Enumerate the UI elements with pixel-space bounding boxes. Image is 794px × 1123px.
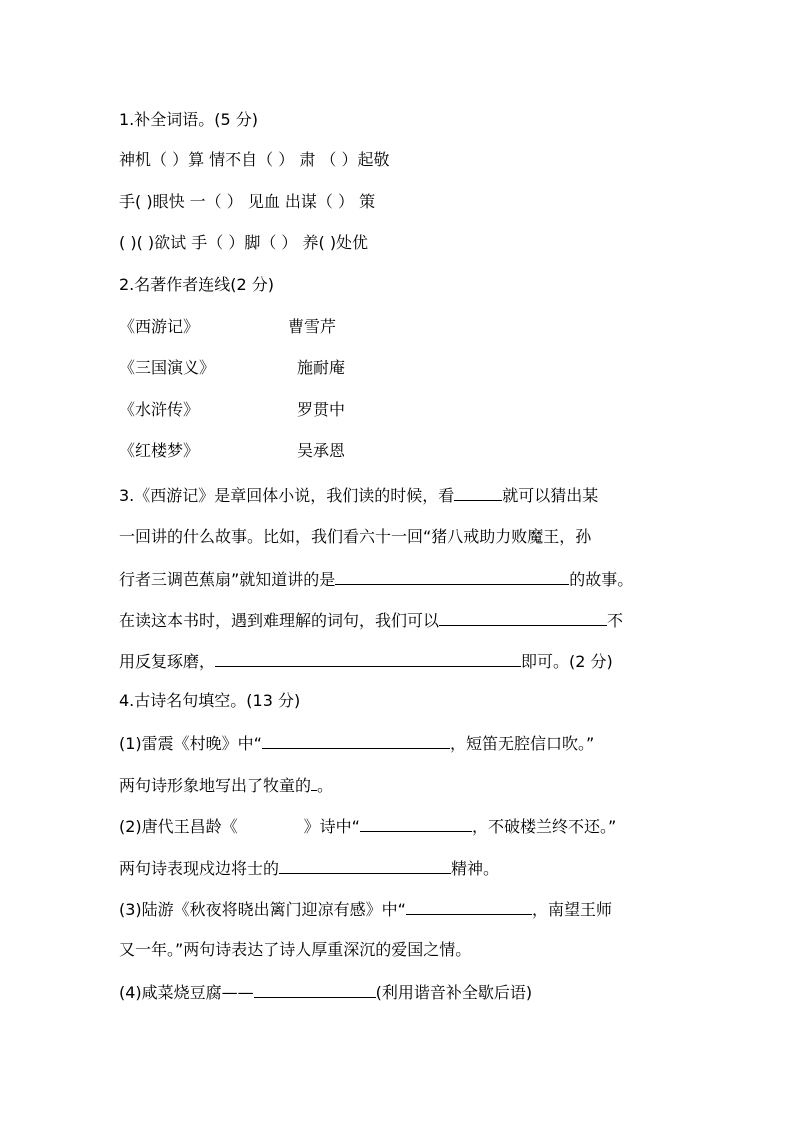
q3-line-5: 用反复琢磨， 即可。(2 分) bbox=[119, 652, 613, 671]
q2-book-4: 《红楼梦》 bbox=[119, 441, 200, 460]
q4-blank-6[interactable] bbox=[254, 981, 376, 998]
q4-blank-5[interactable] bbox=[406, 898, 532, 915]
q3-line-4: 在读这本书时，遇到难理解的词句，我们可以 不 bbox=[119, 611, 624, 630]
q3-blank-3[interactable] bbox=[439, 609, 607, 626]
q4-blank-4[interactable] bbox=[279, 857, 451, 874]
q2-author-2: 施耐庵 bbox=[297, 358, 346, 377]
q2-author-1: 曹雪芹 bbox=[288, 317, 337, 336]
q2-book-3: 《水浒传》 bbox=[119, 400, 200, 419]
q1-row-1: 神机（ ）算 情不自（ ） 肃 （ ）起敬 bbox=[119, 150, 390, 169]
q2-book-2: 《三国演义》 bbox=[119, 358, 216, 377]
q2-book-1: 《西游记》 bbox=[119, 317, 200, 336]
q4-p2-line-2: 两句诗表现戍边将士的 精神。 bbox=[119, 859, 500, 878]
q1-title: 1.补全词语。(5 分) bbox=[119, 110, 259, 129]
q3-blank-2[interactable] bbox=[335, 568, 569, 585]
q2-author-3: 罗贯中 bbox=[297, 400, 346, 419]
q1-row-2: 手( )眼快 一（ ） 见血 出谋（ ） 策 bbox=[119, 192, 376, 211]
q4-p3-line-1: (3)陆游《秋夜将晓出篱门迎凉有感》中“ ，南望王师 bbox=[119, 900, 612, 919]
q3-blank-1[interactable] bbox=[454, 484, 502, 501]
q1-row-3: ( )( )欲试 手（ ）脚（ ） 养( )处优 bbox=[119, 233, 369, 252]
q4-p2-line-1: (2)唐代王昌龄《 》诗中“ ，不破楼兰终不还。” bbox=[119, 817, 617, 836]
q3-blank-4[interactable] bbox=[215, 650, 521, 667]
q4-title: 4.古诗名句填空。(13 分) bbox=[119, 691, 301, 710]
q4-blank-1[interactable] bbox=[262, 732, 450, 749]
q4-p1-line-1: (1)雷震《村晚》中“ ，短笛无腔信口吹。” bbox=[119, 734, 595, 753]
q4-p4-line: (4)咸菜烧豆腐—— (利用谐音补全歇后语) bbox=[119, 983, 533, 1002]
q2-author-4: 吴承恩 bbox=[297, 441, 346, 460]
q3-line-3: 行者三调芭蕉扇”就知道讲的是 的故事。 bbox=[119, 570, 634, 589]
q4-blank-3[interactable] bbox=[360, 815, 472, 832]
q2-title: 2.名著作者连线(2 分) bbox=[119, 275, 275, 294]
q4-p1-line-2: 两句诗形象地写出了牧童的 。 bbox=[119, 776, 334, 795]
q3-line-2: 一回讲的什么故事。比如，我们看六十一回“猪八戒助力败魔王，孙 bbox=[119, 527, 592, 546]
q3-line-1: 3.《西游记》是章回体小说，我们读的时候，看 就可以猜出某 bbox=[119, 486, 599, 505]
q4-p3-line-2: 又一年。”两句诗表达了诗人厚重深沉的爱国之情。 bbox=[119, 940, 472, 959]
